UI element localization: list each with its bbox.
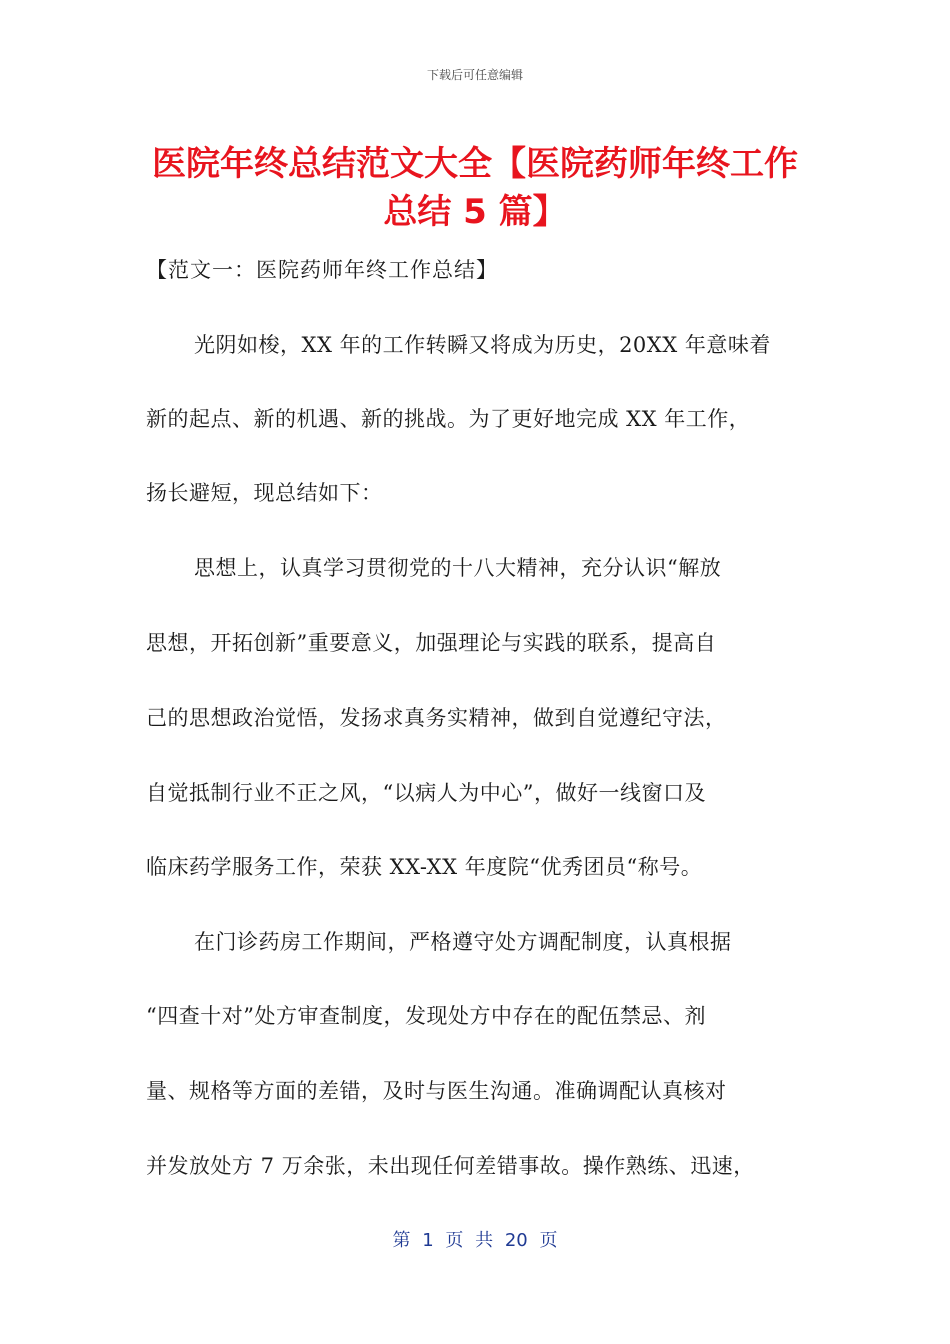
body-line: 光阴如梭，XX 年的工作转瞬又将成为历史，20XX 年意味着 xyxy=(194,333,771,357)
body-line: 临床药学服务工作，荣获 XX-XX 年度院“优秀团员“称号。 xyxy=(146,855,703,879)
body-line: “四查十对”处方审查制度，发现处方中存在的配伍禁忌、剂 xyxy=(146,1004,706,1028)
document-title xyxy=(140,140,810,236)
title-line-2: 总结 5 篇】 xyxy=(383,192,567,232)
section-heading: 【范文一：医院药师年终工作总结】 xyxy=(146,258,498,282)
header-note: 下载后可任意编辑 xyxy=(426,68,523,82)
body-line: 思想上，认真学习贯彻党的十八大精神，充分认识“解放 xyxy=(194,556,722,580)
page-footer: 第 1 页 共 20 页 xyxy=(392,1230,558,1251)
body-line: 在门诊药房工作期间，严格遵守处方调配制度，认真根据 xyxy=(194,930,732,954)
title-line-1: 医院年终总结范文大全【医院药师年终工作 xyxy=(152,144,798,184)
body-line: 量、规格等方面的差错，及时与医生沟通。准确调配认真核对 xyxy=(146,1079,727,1103)
body-line: 并发放处方 7 万余张，未出现任何差错事故。操作熟练、迅速， xyxy=(146,1154,755,1178)
body-line: 思想，开拓创新”重要意义，加强理论与实践的联系，提高自 xyxy=(146,631,717,655)
body-line: 自觉抵制行业不正之风，“以病人为中心”，做好一线窗口及 xyxy=(146,781,706,805)
body-line: 己的思想政治觉悟，发扬求真务实精神，做到自觉遵纪守法， xyxy=(146,706,727,730)
body-line: 扬长避短，现总结如下： xyxy=(146,481,383,505)
body-line: 新的起点、新的机遇、新的挑战。为了更好地完成 XX 年工作， xyxy=(146,407,751,431)
